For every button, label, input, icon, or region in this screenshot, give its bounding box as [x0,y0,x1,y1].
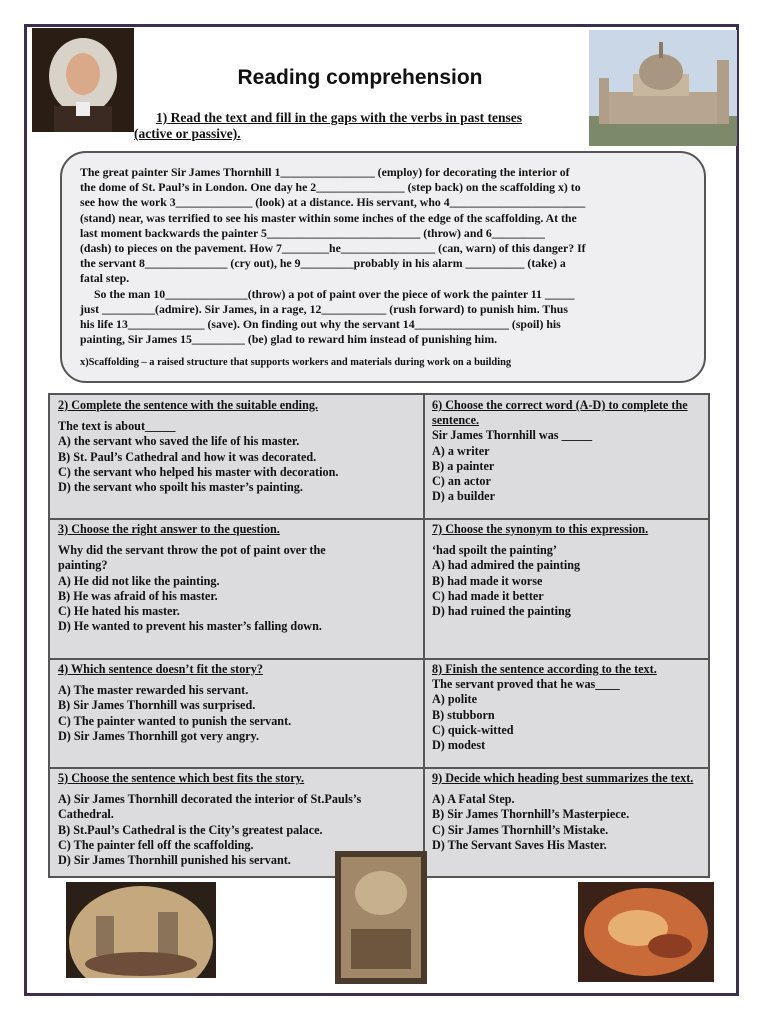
passage-line: his life 13_____________ (save). On finding out why the servant 14________________ (spoil) his [80,317,561,332]
task-heading: 7) Choose the synonym to this expression. [432,522,649,536]
painting-image-3 [578,882,714,982]
task-2-cell [50,395,423,518]
answer-option[interactable]: B) He was afraid of his master. [58,588,218,603]
task-8-cell [424,659,712,767]
answer-option[interactable]: A) A Fatal Step. [432,792,515,807]
answer-option[interactable]: C) quick-witted [432,722,514,737]
answer-option[interactable]: C) Sir James Thornhill’s Mistake. [432,822,609,837]
answer-option[interactable]: C) He hated his master. [58,604,180,619]
task-heading: 5) Choose the sentence which best fits the story. [58,771,305,785]
answer-option[interactable]: A) He did not like the painting. [58,573,220,588]
answer-option[interactable]: A) The master rewarded his servant. [58,683,249,698]
answer-option[interactable]: D) He wanted to prevent his master’s falling down. [58,619,322,634]
painting-image-1 [66,882,216,978]
answer-option[interactable]: D) had ruined the painting [432,604,571,619]
answer-option[interactable]: D) Sir James Thornhill punished his servant. [58,853,291,868]
answer-option[interactable]: B) St.Paul’s Cathedral is the City’s greatest palace. [58,822,323,837]
task-6-cell [424,395,712,518]
answer-option[interactable]: B) Sir James Thornhill was surprised. [58,698,256,713]
task-question: The servant proved that he was____ [432,677,620,692]
painting-image-2 [335,851,427,984]
task-question: Why did the servant throw the pot of paint over the [58,543,326,558]
passage-line: the servant 8______________ (cry out), he 9_________probably in his alarm __________ (take) a [80,256,566,271]
passage-line: just _________(admire). Sir James, in a rage, 12___________ (rush forward) to punish him. Thus [80,301,568,316]
answer-option[interactable]: A) had admired the painting [432,558,581,573]
task-heading: 4) Which sentence doesn’t fit the story? [58,662,263,676]
task-question: ‘had spoilt the painting’ [432,543,557,558]
task-1-number: 1) [156,110,168,125]
answer-option[interactable]: D) Sir James Thornhill got very angry. [58,728,259,743]
answer-option[interactable]: C) had made it better [432,588,544,603]
task-question: The text is about_____ [58,419,176,434]
passage-line: see how the work 3_____________ (look) at a distance. His servant, who 4_______________________ [80,195,586,210]
task-1-text: Read the text and fill in the gaps with the verbs in past tenses [170,110,523,125]
answer-option[interactable]: A) the servant who saved the life of his master. [58,434,300,449]
passage-line: So the man 10______________(throw) a pot of paint over the piece of work the painter 11 _____ [94,286,575,301]
answer-option[interactable]: D) the servant who spoilt his master’s painting. [58,480,303,495]
passage-line: (dash) to pieces on the pavement. How 7________he________________ (can, warn) of this danger? If [80,241,586,256]
task-heading: 6) Choose the correct word (A-D) to complete the sentence. [432,398,688,428]
passage-line: (stand) near, was terrified to see his master within some inches of the edge of the scaffolding. At the [80,210,577,225]
task-question: painting? [58,558,108,573]
cathedral-image [589,30,737,146]
task-7-cell [424,519,712,658]
reading-passage [60,151,706,383]
task-3-cell [50,519,423,658]
answer-option[interactable]: B) Sir James Thornhill’s Masterpiece. [432,807,630,822]
answer-option[interactable]: Cathedral. [58,807,114,822]
page-title: Reading comprehension [237,66,483,89]
answer-option[interactable]: B) had made it worse [432,573,543,588]
task-heading: 2) Complete the sentence with the suitable ending. [58,398,318,412]
passage-line: fatal step. [80,271,130,286]
answer-option[interactable]: B) St. Paul’s Cathedral and how it was decorated. [58,449,317,464]
answer-option[interactable]: D) The Servant Saves His Master. [432,837,607,852]
passage-line: painting, Sir James 15_________ (be) glad to reward him instead of punishing him. [80,332,498,347]
answer-option[interactable]: C) The painter wanted to punish the servant. [58,713,292,728]
task-heading: 9) Decide which heading best summarizes the text. [432,771,694,785]
answer-option[interactable]: B) stubborn [432,707,495,722]
answer-option[interactable]: A) polite [432,692,478,707]
task-1-instruction [134,110,584,142]
scaffolding-note: x)Scaffolding – a raised structure that supports workers and materials during work on a building [80,357,512,369]
answer-option[interactable]: D) modest [432,738,486,753]
answer-option[interactable]: D) a builder [432,489,495,504]
portrait-image [32,28,134,132]
answer-option[interactable]: A) Sir James Thornhill decorated the interior of St.Pauls’s [58,792,362,807]
task-4-cell [50,659,423,767]
task-grid [48,393,710,878]
answer-option[interactable]: A) a writer [432,443,490,458]
passage-line: the dome of St. Paul’s in London. One day he 2_______________ (step back) on the scaffolding x) to [80,180,581,195]
task-heading: 3) Choose the right answer to the question. [58,522,280,536]
task-1-text-2: (active or passive). [134,126,241,141]
task-question: Sir James Thornhill was _____ [432,428,593,443]
passage-line: The great painter Sir James Thornhill 1________________ (employ) for decorating the interior of [80,165,570,179]
passage-line: last moment backwards the painter 5__________________________ (throw) and 6_________ [80,225,545,240]
task-9-cell [424,768,712,880]
answer-option[interactable]: C) The painter fell off the scaffolding. [58,837,254,852]
answer-option[interactable]: C) an actor [432,474,491,489]
answer-option[interactable]: C) the servant who helped his master with decoration. [58,464,339,479]
answer-option[interactable]: B) a painter [432,458,495,473]
task-heading: 8) Finish the sentence according to the text. [432,662,657,676]
